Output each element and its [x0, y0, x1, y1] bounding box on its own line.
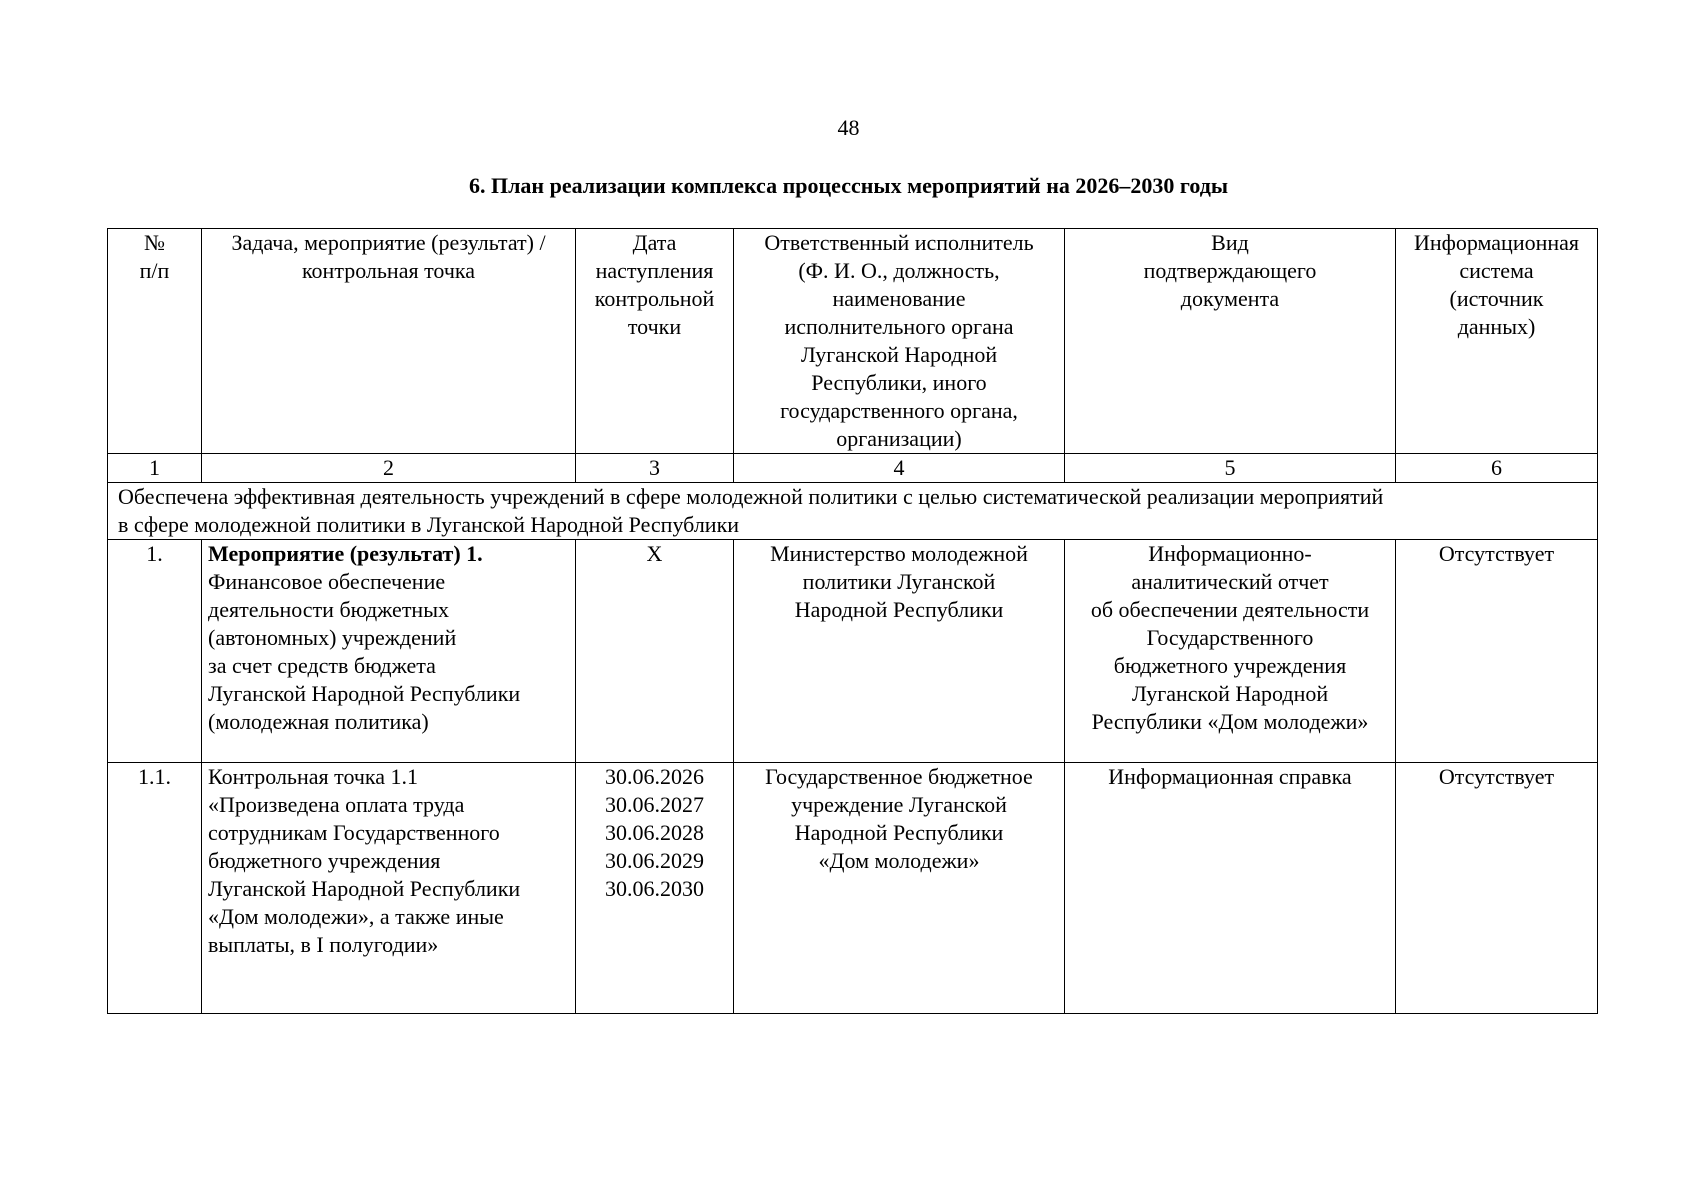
row-responsible: Министерство молодежной политики Луганской Народной Республики	[734, 540, 1065, 763]
row-task-text: Финансовое обеспечение деятельности бюджетных (автономных) учреждений за счет средств бюджета Луганской Народной Республики (молодежная политика)	[208, 569, 521, 734]
header-cell-system: Информационная система (источник данных)	[1396, 229, 1598, 454]
row-task-heading: Мероприятие (результат) 1.	[208, 541, 483, 566]
header-cell-number: № п/п	[108, 229, 202, 454]
column-number: 2	[202, 454, 576, 483]
header-cell-date: Дата наступления контрольной точки	[576, 229, 734, 454]
row-task	[202, 540, 576, 763]
row-date: Х	[576, 540, 734, 763]
row-number: 1.1.	[108, 763, 202, 1014]
column-number: 4	[734, 454, 1065, 483]
column-number: 5	[1065, 454, 1396, 483]
row-document: Информационно- аналитический отчет об обеспечении деятельности Государственного бюджетного учреждения Луганской Народной Республики «Дом молодежи»	[1065, 540, 1396, 763]
implementation-plan-table	[107, 228, 1598, 1014]
table-header-row	[108, 229, 1598, 454]
row-document: Информационная справка	[1065, 763, 1396, 1014]
column-numbers-row	[108, 454, 1598, 483]
column-number: 3	[576, 454, 734, 483]
table-row	[108, 763, 1598, 1014]
row-responsible: Государственное бюджетное учреждение Луганской Народной Республики «Дом молодежи»	[734, 763, 1065, 1014]
goal-row	[108, 483, 1598, 540]
section-title: 6. План реализации комплекса процессных мероприятий на 2026–2030 годы	[468, 173, 1229, 198]
row-task: Контрольная точка 1.1 «Произведена оплата труда сотрудникам Государственного бюджетного учреждения Луганской Народной Республики «Дом молодежи», а также иные выплаты, в I полугодии»	[202, 763, 576, 1014]
row-system: Отсутствует	[1396, 763, 1598, 1014]
goal-text: Обеспечена эффективная деятельность учреждений в сфере молодежной политики с целью систематической реализации мероприятий в сфере молодежной политики в Луганской Народной Республики	[108, 483, 1598, 540]
column-number: 1	[108, 454, 202, 483]
row-system: Отсутствует	[1396, 540, 1598, 763]
header-cell-task: Задача, мероприятие (результат) / контрольная точка	[202, 229, 576, 454]
page-number: 48	[837, 115, 860, 140]
row-date: 30.06.2026 30.06.2027 30.06.2028 30.06.2029 30.06.2030	[576, 763, 734, 1014]
row-number: 1.	[108, 540, 202, 763]
column-number: 6	[1396, 454, 1598, 483]
header-cell-responsible: Ответственный исполнитель (Ф. И. О., должность, наименование исполнительного органа Луганской Народной Республики, иного государственного органа, организации)	[734, 229, 1065, 454]
table-row	[108, 540, 1598, 763]
header-cell-document: Вид подтверждающего документа	[1065, 229, 1396, 454]
